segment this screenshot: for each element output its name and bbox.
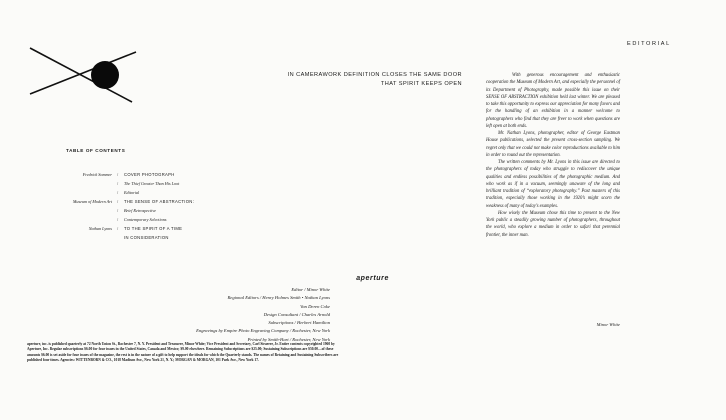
toc-entry: THE SENSE OF ABSTRACTION: (124, 199, 195, 204)
editorial-body (486, 72, 620, 239)
table-of-contents (20, 172, 240, 244)
toc-entry: IN CONSIDERATION (124, 235, 169, 240)
toc-row (20, 190, 240, 199)
toc-entry: TO THE SPIRIT OF A TIME (124, 226, 183, 231)
toc-row (20, 226, 240, 235)
toc-entry: COVER PHOTOGRAPH (124, 172, 175, 177)
masthead-line: Regional Editors / Henry Holmes Smith • Nathan Lyons (227, 295, 330, 301)
masthead-line: Design Consultant / Charles Arnold (263, 311, 330, 317)
editorial-heading: EDITORIAL (627, 41, 671, 47)
editorial-paragraph: With generous encouragement and enthusiastic cooperation the Museum of Modern Art, and especially the personnel of its Department of Photography, made possible this issue on their SENSE OF ABSTRACTION exhibition held last winter. We are pleased to take this opportunity to express our appreciation for many favors and for the handling of an exhibition in a manner welcome to photographers who find that they are freer to work when questions are left open at both ends. (486, 73, 620, 129)
aperture-logo-graphic (28, 44, 138, 106)
toc-entry: Brief Retrospective (124, 208, 157, 213)
toc-author: Nathan Lyons (88, 226, 112, 231)
epigraph-line-2: THAT SPIRIT KEEPS OPEN (380, 81, 462, 87)
toc-entry: The Thief Greater Than His Loot (124, 181, 180, 186)
editorial-signature: Minor White (596, 322, 620, 327)
toc-divider: / (117, 208, 119, 213)
toc-author: Fredrick Sommer (82, 172, 112, 177)
publication-info: aperture, inc. is published quarterly at 72 North Union St., Rochester 7, N. Y. President and Treasurer, Minor White; Vice President and Secretary, Carl Siraerer, Jr. Entire contents copyrighted 1960 by Aperture, Inc. Regular subscriptions $6.00 for four issues in the United States, Canada and Mexico; $9.00 elsewhere. Remaining Subscriptions are $25.00; Sustaining Subscriptions are $50.00—of these amounts $6.00 is set aside for four issues of the magazine, the rest is in the nature of a gift to help support the ideals for which the Quarterly stands. The names of Retaining and Sustaining Subscribers are published four times. Agencies: WITTENBORN & CO., 1018 Madison Ave., New York 21, N. Y.; MORGAN & MORGAN, 101 Park Ave., New York 17. (27, 342, 339, 363)
diagonal-line-up (30, 52, 136, 94)
toc-title: TABLE OF CONTENTS (66, 148, 126, 153)
editorial-paragraph: Mr. Nathan Lyons, photographer, editor of George Eastman House publications, selected the present cross-section sampling. We regret only that we could not make color reproductions available to him in order to round out the representation. (486, 131, 620, 158)
toc-entry: Editorial (124, 190, 140, 195)
editorial-paragraph: The written comments by Mr. Lyons in this issue are directed to the photographers of today who struggle to rediscover the unique qualities and endless possibilities of the photographic medium. And who work as if in a vacuum, seemingly unaware of the long and brilliant tradition of “exploratory photography.” Past masters of this tradition, especially those working in the 1920’s might scorn the weakness of many of today’s examples. (486, 160, 620, 209)
toc-divider: / (117, 190, 119, 195)
masthead-line: Van Deren Coke (300, 303, 330, 309)
toc-row (20, 181, 240, 190)
toc-author: Museum of Modern Art (72, 199, 112, 204)
black-disc (91, 61, 119, 89)
masthead-line: Editor / Minor White (291, 287, 330, 292)
editorial-paragraph: How wisely the Museum chose this time to present to the New York public a steadily growing number of photographers, throughout the world, who explore a medium in order to safari that perennial frontier, the inner man. (486, 210, 620, 238)
masthead-line: Subscriptions / Herbert Hamilton (268, 320, 330, 326)
toc-divider: / (117, 172, 119, 177)
masthead-title: aperture (356, 275, 389, 282)
toc-row (20, 235, 240, 244)
toc-divider: / (117, 226, 119, 231)
masthead-line: Printed by Smith-Hart / Rochester, New York (247, 336, 330, 342)
toc-row (20, 217, 240, 226)
masthead-line: Engravings by Empire Photo Engraving Company / Rochester, New York (196, 328, 330, 334)
epigraph-line-1: IN CAMERAWORK DEFINITION CLOSES THE SAME DOOR (287, 72, 462, 78)
toc-entry: Contemporary Selections (124, 217, 167, 222)
toc-row (20, 172, 240, 181)
toc-row (20, 199, 240, 208)
toc-divider: / (117, 181, 119, 186)
toc-row (20, 208, 240, 217)
masthead-credits (150, 286, 330, 344)
toc-divider: / (117, 217, 119, 222)
toc-divider: / (117, 199, 119, 204)
